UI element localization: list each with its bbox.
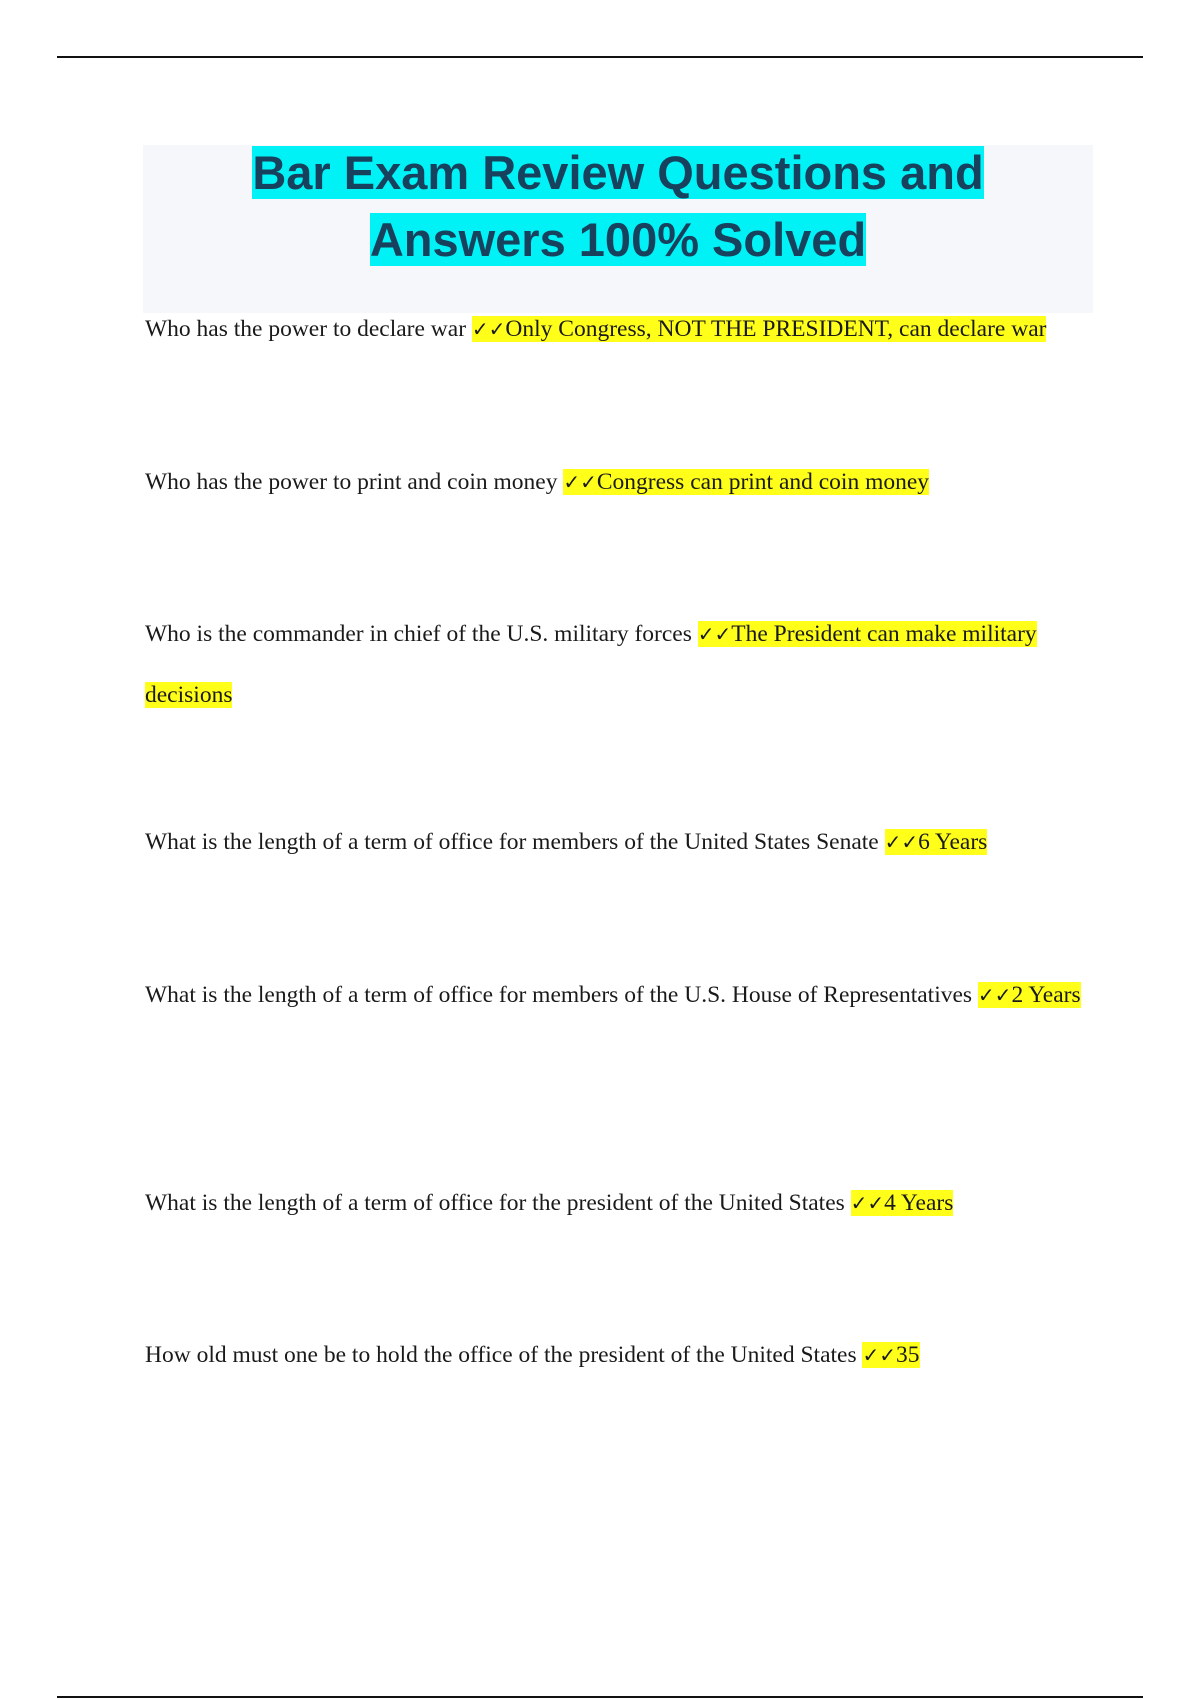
qa-item-4 <box>145 812 1105 873</box>
check-icon: ✓✓ <box>697 622 732 646</box>
check-icon: ✓✓ <box>977 983 1012 1007</box>
question-text: What is the length of a term of office for members of the U.S. House of Representatives <box>145 982 978 1008</box>
answer-highlight <box>851 1190 954 1216</box>
title-block <box>143 145 1093 313</box>
answer-text: 4 Years <box>884 1190 954 1216</box>
qa-item-2 <box>145 452 1105 513</box>
answer-highlight <box>978 982 1081 1008</box>
footer-rule <box>57 1696 1143 1698</box>
question-text: Who has the power to print and coin money <box>145 469 564 495</box>
qa-item-7 <box>145 1325 1105 1386</box>
qa-item-5 <box>145 965 1105 1026</box>
check-icon: ✓✓ <box>884 830 919 854</box>
question-text: Who has the power to declare war <box>145 316 472 342</box>
answer-text: 6 Years <box>918 829 988 855</box>
check-icon: ✓✓ <box>471 317 506 341</box>
header-rule <box>57 56 1143 58</box>
answer-highlight <box>862 1342 919 1368</box>
answer-text: The President can make military decisions <box>145 621 1037 708</box>
check-icon: ✓✓ <box>563 470 597 494</box>
answer-text: Congress can print and coin money <box>596 469 930 495</box>
answer-text: Only Congress, NOT THE PRESIDENT, can declare war <box>505 316 1047 342</box>
answer-highlight <box>563 469 929 495</box>
qa-item-1 <box>145 299 1105 360</box>
answer-text: 2 Years <box>1011 982 1081 1008</box>
check-icon: ✓✓ <box>862 1343 896 1367</box>
qa-item-3 <box>145 604 1105 726</box>
qa-item-6 <box>145 1173 1105 1234</box>
answer-highlight <box>472 316 1047 342</box>
check-icon: ✓✓ <box>850 1191 885 1215</box>
question-text: Who is the commander in chief of the U.S. military forces <box>145 621 698 647</box>
question-text: What is the length of a term of office for the president of the United States <box>145 1190 851 1216</box>
answer-text: 35 <box>896 1342 920 1368</box>
question-text: How old must one be to hold the office of the president of the United States <box>145 1342 863 1368</box>
answer-highlight <box>885 829 988 855</box>
document-title-line-2: Answers 100% Solved <box>369 213 867 266</box>
document-title-line-1: Bar Exam Review Questions and <box>252 146 984 199</box>
question-text: What is the length of a term of office for members of the United States Senate <box>145 829 885 855</box>
